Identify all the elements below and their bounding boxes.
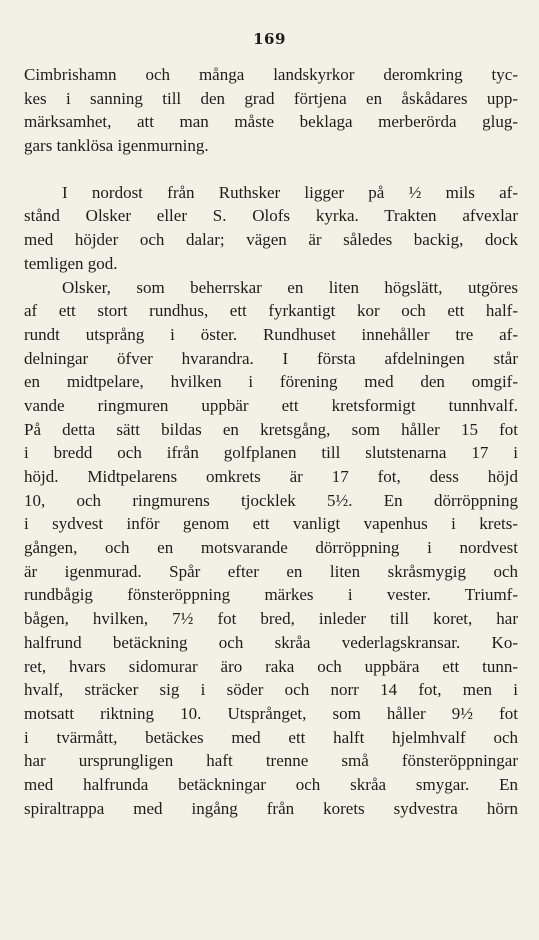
text-line: spiraltrappa med ingång från korets sydvestra hörn (24, 798, 518, 818)
text-line: en midtpelare, hvilken i förening med den omgif- (24, 372, 518, 392)
page-number: 169 (253, 30, 286, 48)
text-line: vande ringmuren uppbär ett kretsformigt tunnhvalf. (24, 395, 518, 415)
text-line: bågen, hvilken, 7½ fot bred, inleder till koret, har (24, 609, 518, 629)
body-text (24, 63, 518, 820)
text-line: är igenmurad. Spår efter en liten skråsmygig och (24, 561, 518, 581)
text-line: rundt utsprång i öster. Rundhuset innehåller tre af- (24, 324, 518, 344)
text-line: stånd Olsker eller S. Olofs kyrka. Trakten afvexlar (24, 206, 518, 226)
text-line: temligen god. (24, 253, 118, 273)
text-line: med halfrunda betäckningar och skråa smygar. En (24, 774, 518, 794)
paragraph-gap (24, 158, 518, 181)
text-line: gången, och en motsvarande dörröppning i nordvest (24, 538, 518, 558)
text-line: delningar öfver hvarandra. I första afdelningen står (24, 348, 518, 368)
text-line: med höjder och dalar; vägen är således backig, dock (24, 230, 518, 250)
text-line: rundbågig fönsteröppning märkes i vester. Triumf- (24, 585, 518, 605)
text-line: i sydvest inför genom ett vanligt vapenhus i krets- (24, 514, 518, 534)
text-line: gars tanklösa igenmurning. (24, 136, 209, 156)
text-line: hvalf, sträcker sig i söder och norr 14 fot, men i (24, 680, 518, 700)
text-line: i tvärmått, betäckes med ett halft hjelmhvalf och (24, 727, 518, 747)
text-line: I nordost från Ruthsker ligger på ½ mils af- (62, 182, 518, 202)
text-line: kes i sanning till den grad förtjena en åskådares upp- (24, 88, 518, 108)
text-line: motsatt riktning 10. Utsprånget, som håller 9½ fot (24, 703, 518, 723)
text-line: höjd. Midtpelarens omkrets är 17 fot, dess höjd (24, 467, 518, 486)
text-line: På detta sätt bildas en kretsgång, som håller 15 fot (24, 419, 518, 439)
text-line: 10, och ringmurens tjocklek 5½. En dörröppning (24, 490, 518, 510)
text-line: har ursprungligen haft trenne små fönsteröppningar (24, 751, 518, 771)
text-line: i bredd och ifrån golfplanen till slutstenarna 17 i (24, 443, 518, 463)
paragraph (24, 276, 518, 821)
text-line: halfrund betäckning och skråa vederlagskransar. Ko- (24, 632, 518, 652)
text-line: Olsker, som beherrskar en liten högslätt, utgöres (62, 277, 518, 297)
text-line: Cimbrishamn och många landskyrkor deromkring tyc- (24, 65, 518, 84)
text-line: af ett stort rundhus, ett fyrkantigt kor och ett half- (24, 301, 518, 321)
text-line: ret, hvars sidomurar äro raka och uppbära ett tunn- (24, 656, 518, 676)
paragraph (24, 181, 518, 276)
paragraph (24, 63, 518, 158)
text-line: märksamhet, att man måste beklaga merberörda glug- (24, 112, 518, 132)
